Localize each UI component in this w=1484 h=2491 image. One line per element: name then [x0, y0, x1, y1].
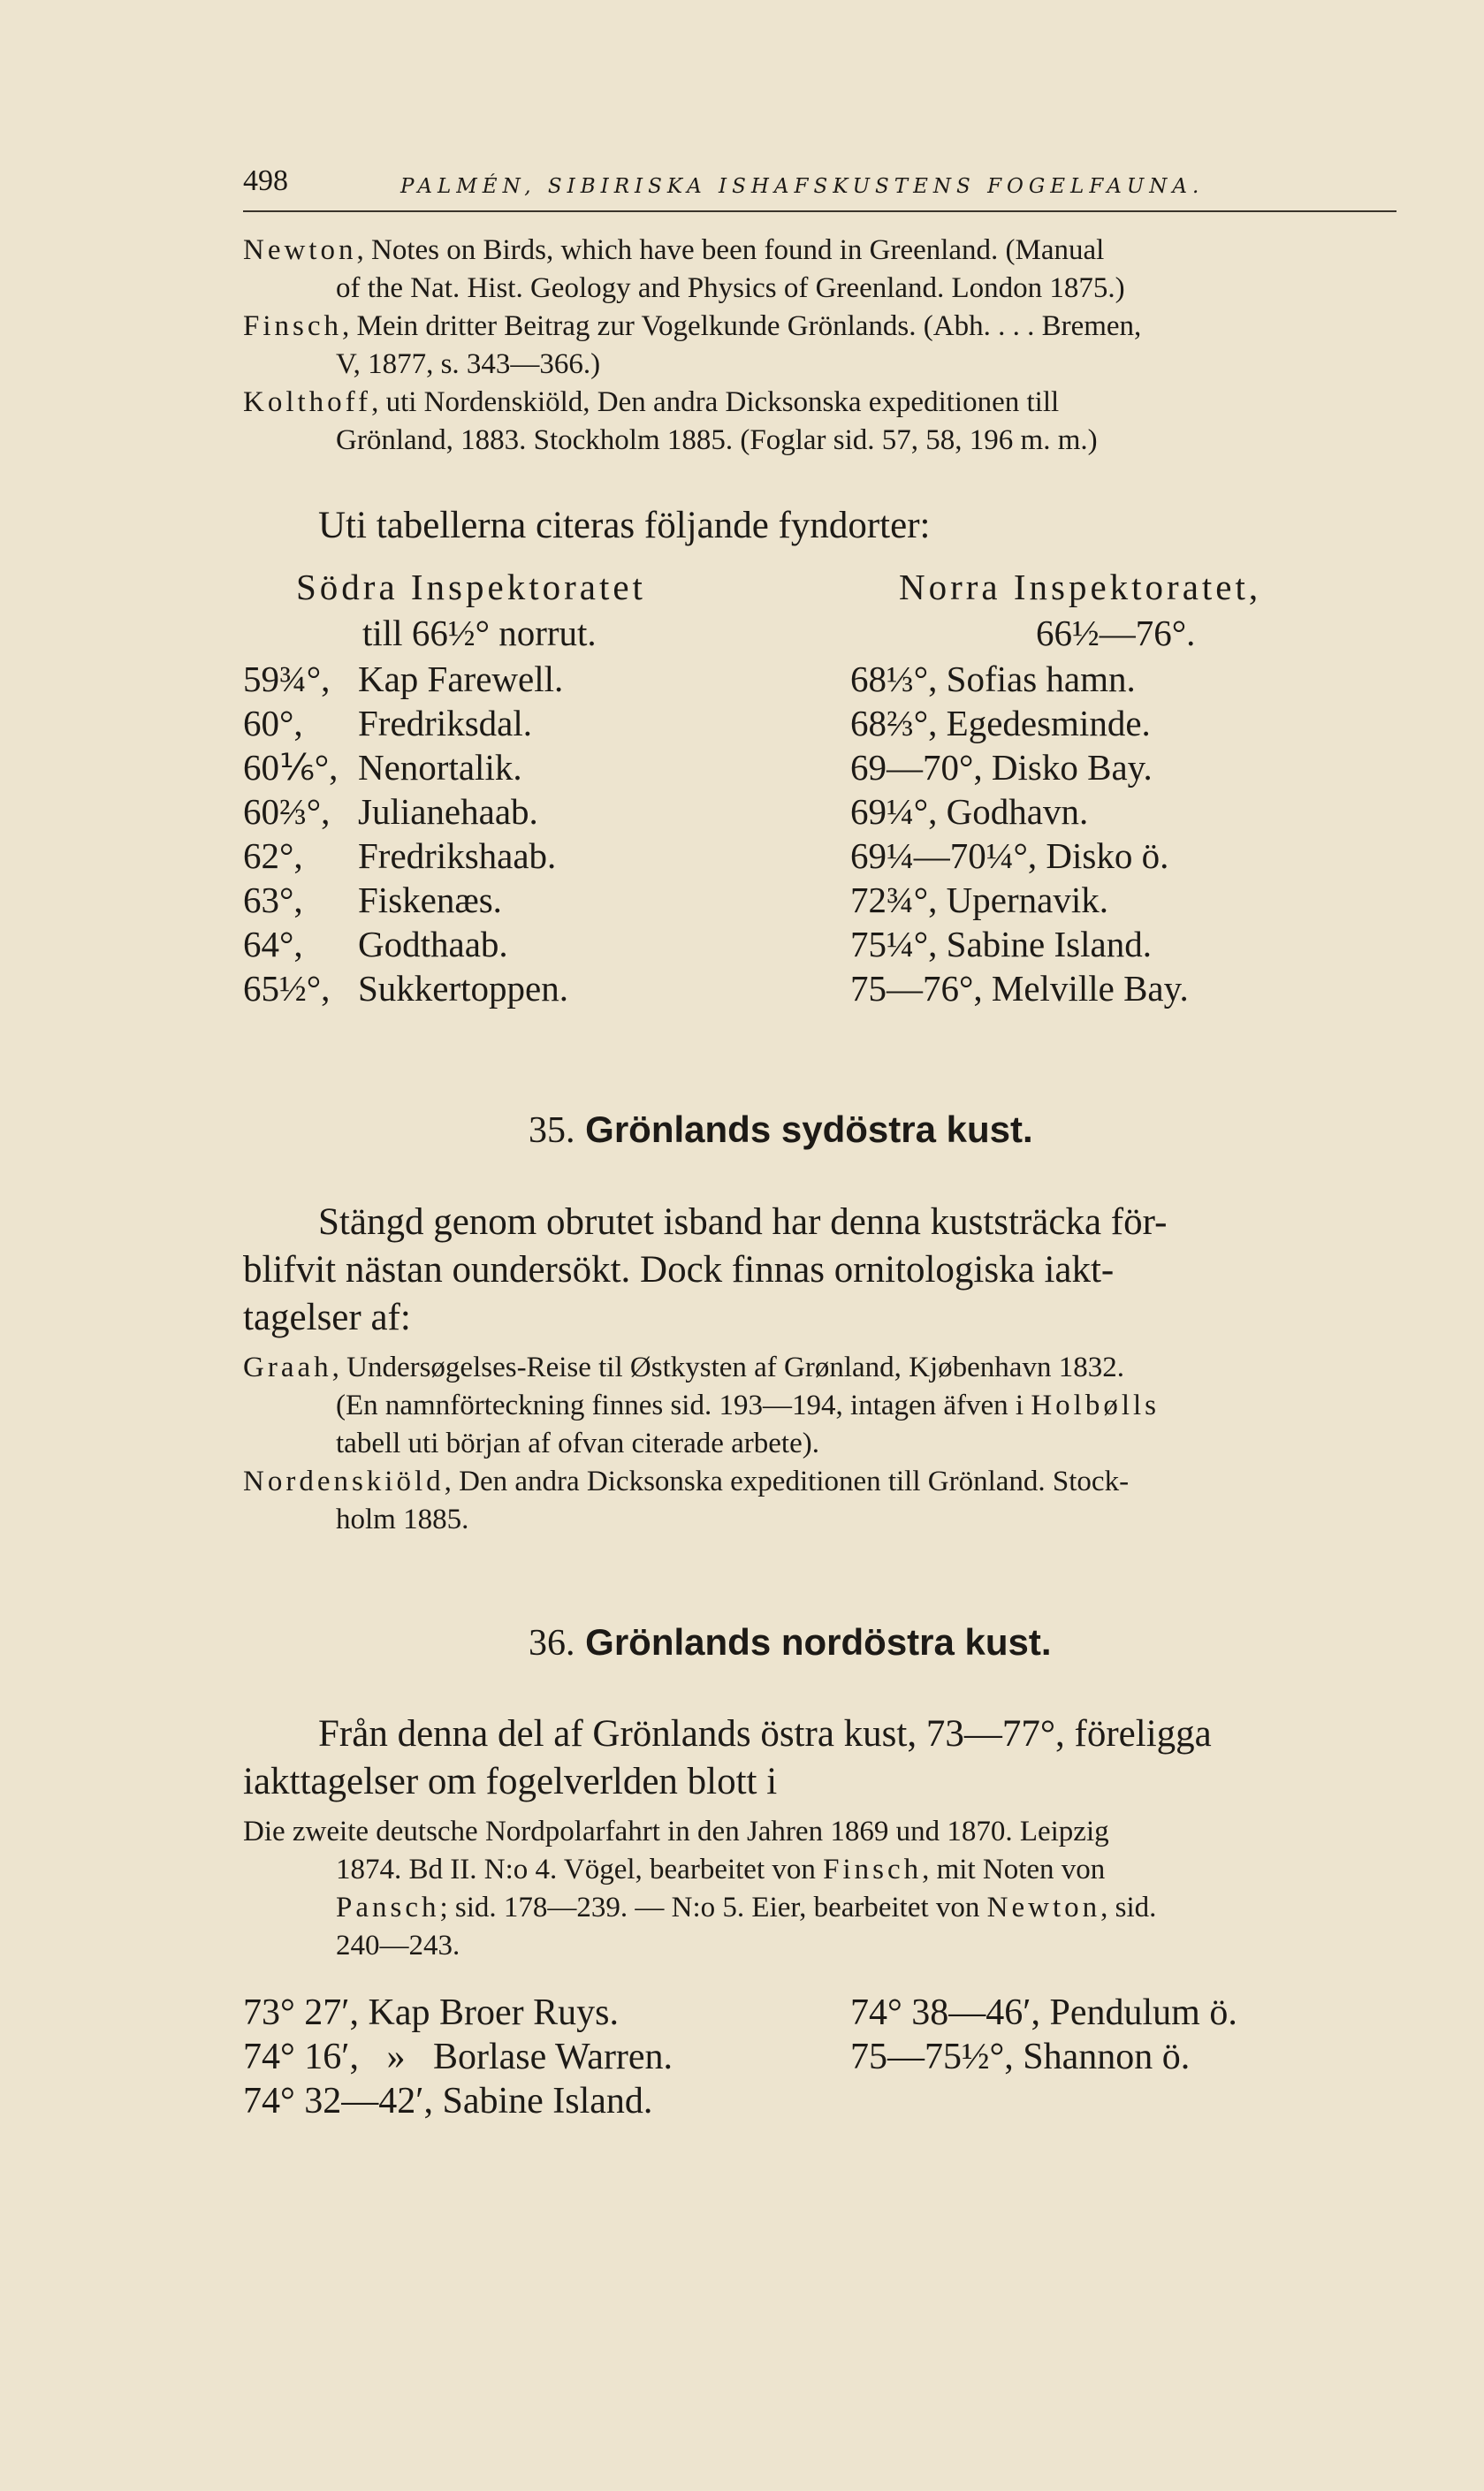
south-title: Södra Inspektoratet	[296, 567, 646, 607]
reference-kolthoff: Kolthoff, uti Nordenskiöld, Den andra Dicksonska expeditionen till Grönland, 1883. Stockholm 1885. (Foglar sid. 57, 58, 196 m. m.)	[243, 386, 1098, 456]
list-item: 60⅔°, Julianehaab.	[243, 791, 538, 832]
south-subtitle: till 66½° norrut.	[362, 613, 597, 653]
place-left-1: 73° 27′, Kap Broer Ruys.	[243, 1992, 619, 2033]
section-35-heading: 35. Grönlands sydöstra kust.	[529, 1108, 1033, 1151]
reference-newton: Newton, Notes on Birds, which have been found in Greenland. (Manual of the Nat. Hist. Geology and Physics of Greenland. London 1875.)	[243, 234, 1125, 304]
north-subtitle: 66½—76°.	[1036, 613, 1196, 653]
section-35-line-2: blifvit nästan oundersökt. Dock finnas ornitologiska iakt-	[243, 1249, 1115, 1291]
list-item: 68⅓°, Sofias hamn.	[850, 659, 1136, 699]
page-header	[243, 164, 1205, 198]
list-item: 64°, Godthaab.	[243, 924, 508, 964]
header-rule	[243, 210, 1396, 212]
list-item: 62°, Fredrikshaab.	[243, 835, 557, 876]
list-item: 63°, Fiskenæs.	[243, 880, 502, 920]
section-35-line-3: tagelser af:	[243, 1297, 411, 1338]
list-item: 65½°, Sukkertoppen.	[243, 968, 568, 1009]
place-right-2: 75—75½°, Shannon ö.	[850, 2037, 1191, 2077]
list-item: 72¾°, Upernavik.	[850, 880, 1108, 920]
place-left-3: 74° 32—42′, Sabine Island.	[243, 2081, 653, 2122]
north-inspectorate	[850, 566, 1398, 1025]
reference-nordenskiold: Nordenskiöld, Den andra Dicksonska expeditionen till Grönland. Stock- holm 1885.	[243, 1466, 1130, 1535]
list-item: 59¾°, Kap Farewell.	[243, 659, 564, 699]
section-36-line-2: iakttagelser om fogelverlden blott i	[243, 1761, 778, 1802]
list-item: 69¼°, Godhavn.	[850, 791, 1089, 832]
reference-nordpolarfahrt: Die zweite deutsche Nordpolarfahrt in den Jahren 1869 und 1870. Leipzig 1874. Bd II. N:o 4. Vögel, bearbeitet von Finsch, mit Noten von Pansch; sid. 178—239. — N:o 5. Eier, bearbeitet von Newton, sid. 240—243.	[243, 1816, 1157, 1962]
north-title: Norra Inspektoratet,	[899, 567, 1262, 607]
section-36-line-1: Från denna del af Grönlands östra kust, 73—77°, föreligga	[318, 1713, 1212, 1755]
place-right-1: 74° 38—46′, Pendulum ö.	[850, 1992, 1237, 2033]
reference-graah: Graah, Undersøgelses-Reise til Østkysten af Grønland, Kjøbenhavn 1832. (En namnförteckning finnes sid. 193—194, intagen äfven i Holbølls tabell uti början af ofvan citerade arbete).	[243, 1352, 1160, 1459]
place-left-2: 74° 16′, » Borlase Warren.	[243, 2037, 674, 2077]
list-item: 60⅙°, Nenortalik.	[243, 747, 522, 788]
section-36-heading: 36. Grönlands nordöstra kust.	[529, 1621, 1052, 1664]
list-item: 75—76°, Melville Bay.	[850, 968, 1189, 1009]
list-item: 69—70°, Disko Bay.	[850, 747, 1153, 788]
running-title: PALMÉN, SIBIRISKA ISHAFSKUSTENS FOGELFAUNA.	[400, 175, 1205, 198]
list-item: 75¼°, Sabine Island.	[850, 924, 1152, 964]
south-inspectorate	[243, 566, 809, 1025]
page-number: 498	[243, 164, 288, 197]
section-35-line-1: Stängd genom obrutet isband har denna kuststräcka för-	[318, 1201, 1168, 1243]
reference-finsch: Finsch, Mein dritter Beitrag zur Vogelkunde Grönlands. (Abh. . . . Bremen, V, 1877, s. 343—366.)	[243, 310, 1142, 380]
intro-line: Uti tabellerna citeras följande fyndorter:	[318, 505, 931, 546]
list-item: 69¼—70¼°, Disko ö.	[850, 835, 1169, 876]
list-item: 60°, Fredriksdal.	[243, 703, 532, 743]
list-item: 68⅔°, Egedesminde.	[850, 703, 1151, 743]
